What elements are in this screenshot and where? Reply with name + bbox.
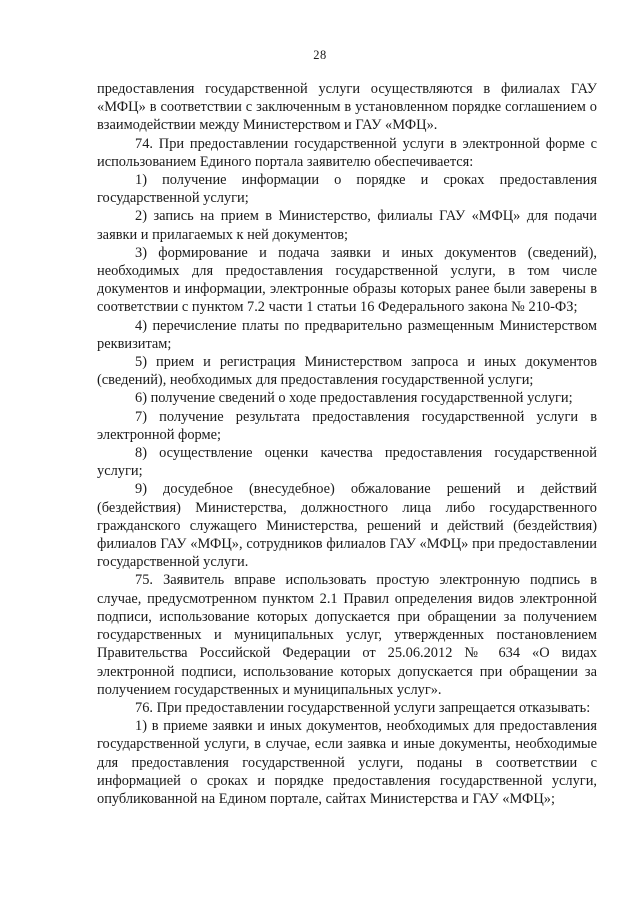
paragraph-74-item-6: 6) получение сведений о ходе предоставления государственной услуги; xyxy=(135,390,573,407)
paragraph-74-item-8: 8) осуществление оценки качества предоставления государственной услуги; xyxy=(97,445,597,480)
paragraph-74-item-1: 1) получение информации о порядке и сроках предоставления государственной услуги; xyxy=(97,172,597,207)
paragraph-76: 76. При предоставлении государственной услуги запрещается отказывать: xyxy=(135,699,591,716)
paragraph-74: 74. При предоставлении государственной услуги в электронной форме с использованием Единого портала заявителю обеспечивается: xyxy=(97,135,597,170)
document-body xyxy=(97,80,597,808)
page-number: 28 xyxy=(313,48,327,62)
paragraph-74-item-5: 5) прием и регистрация Министерством запроса и иных документов (сведений), необходимых для предоставления государственной услуги; xyxy=(97,354,597,389)
paragraph-74-item-2: 2) запись на прием в Министерство, филиалы ГАУ «МФЦ» для подачи заявки и прилагаемых к ней документов; xyxy=(97,208,597,243)
paragraph-74-item-9: 9) досудебное (внесудебное) обжалование решений и действий (бездействия) Министерства, должностного лица либо государственного гражданского служащего Министерства, решений и действий (бездействия) филиалов ГАУ «МФЦ», сотрудников филиалов ГАУ «МФЦ» при предоставлении государственной услуги. xyxy=(97,481,597,571)
paragraph-74-item-4: 4) перечисление платы по предварительно размещенным Министерством реквизитам; xyxy=(97,317,597,352)
paragraph-74-item-3: 3) формирование и подача заявки и иных документов (сведений), необходимых для предоставления государственной услуги, в том числе документов и информации, электронные образы которых ранее были заверены в соответствии с пунктом 7.2 части 1 статьи 16 Федерального закона № 210-ФЗ; xyxy=(97,244,597,316)
paragraph-76-item-1: 1) в приеме заявки и иных документов, необходимых для предоставления государственной услуги, в случае, если заявка и иные документы, необходимые для предоставления государственной услуги, поданы в соответствии с информацией о сроках и порядке предоставления государственной услуги, опубликованной на Едином портале, сайтах Министерства и ГАУ «МФЦ»; xyxy=(97,718,597,807)
paragraph-continuation: предоставления государственной услуги осуществляются в филиалах ГАУ «МФЦ» в соответствии с заключенным в установленном порядке соглашением о взаимодействии между Министерством и ГАУ «МФЦ». xyxy=(97,81,597,134)
paragraph-75: 75. Заявитель вправе использовать простую электронную подпись в случае, предусмотренном пунктом 2.1 Правил определения видов электронной подписи, использование которых допускается при обращении за получением государственных и муниципальных услуг, утвержденных постановлением Правительства Российской Федерации от 25.06.2012 № 634 «О видах электронной подписи, использование которых допускается при обращении за получением государственных и муниципальных услуг». xyxy=(97,572,597,698)
paragraph-74-item-7: 7) получение результата предоставления государственной услуги в электронной форме; xyxy=(97,408,597,443)
